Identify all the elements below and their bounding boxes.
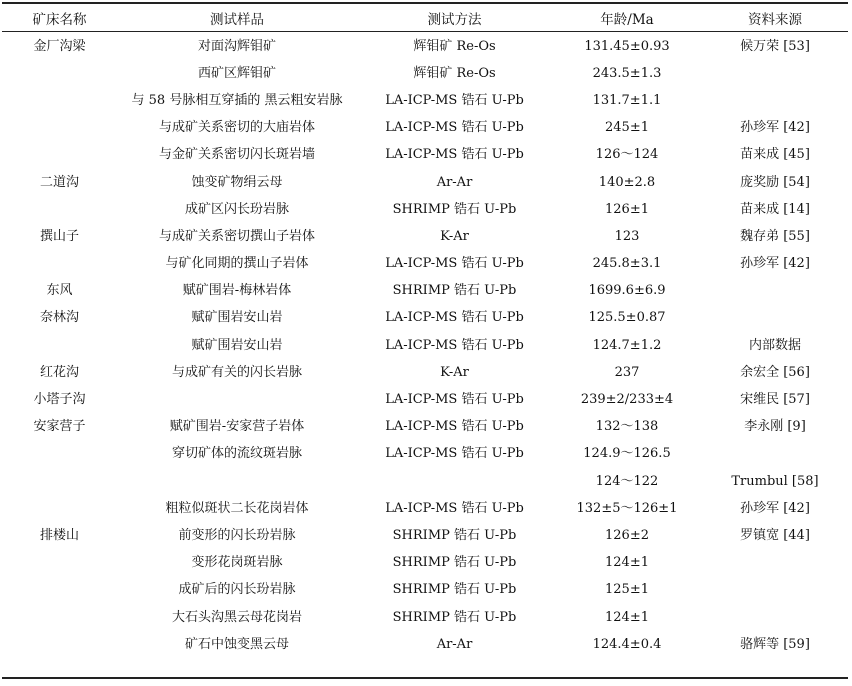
cell-sample: 与 58 号脉相互穿插的 黑云粗安岩脉 <box>131 93 343 109</box>
table-row <box>2 359 848 386</box>
table-row <box>2 414 848 441</box>
cell-sample: 粗粒似斑状二长花岗岩体 <box>165 500 309 516</box>
cell-source <box>702 60 848 87</box>
table-row <box>2 441 848 468</box>
cell-age: 131.7±1.1 <box>592 92 662 108</box>
cell-source: 苗来成 [14] <box>740 201 810 217</box>
header-source: 资料来源 <box>748 11 802 28</box>
table-header <box>2 4 848 31</box>
cell-age: 245.8±3.1 <box>592 256 662 272</box>
header-age: 年龄/Ma <box>600 11 654 28</box>
cell-age: 123 <box>614 228 640 244</box>
cell-sample <box>117 386 357 413</box>
cell-age: 126±2 <box>605 527 649 543</box>
cell-deposit: 安家营子 <box>33 419 86 435</box>
cell-age: 140±2.8 <box>598 174 656 190</box>
cell-sample: 蚀变矿物绢云母 <box>191 174 283 190</box>
cell-method: LA-ICP-MS 锆石 U-Pb <box>385 147 524 163</box>
cell-age: 132～138 <box>595 419 659 435</box>
table-row <box>2 495 848 522</box>
table-row <box>2 251 848 278</box>
cell-age: 245±1 <box>605 120 649 136</box>
cell-method: LA-ICP-MS 锆石 U-Pb <box>385 256 524 272</box>
cell-method: LA-ICP-MS 锆石 U-Pb <box>385 337 524 353</box>
cell-age: 124±1 <box>605 555 649 571</box>
cell-sample: 与矿化同期的撰山子岩体 <box>165 256 309 272</box>
cell-source: 庞奖励 [54] <box>740 174 810 190</box>
cell-source: 罗镇宽 [44] <box>740 527 810 543</box>
cell-source <box>702 305 848 332</box>
bottom-rule <box>2 677 848 679</box>
cell-sample: 成矿区闪长玢岩脉 <box>184 201 289 217</box>
header-row <box>2 4 848 31</box>
table-row <box>2 60 848 87</box>
cell-source: 内部数据 <box>748 337 801 353</box>
cell-deposit <box>2 604 117 631</box>
data-table <box>2 4 848 658</box>
cell-sample: 与金矿关系密切闪长斑岩墙 <box>158 147 315 163</box>
table-row <box>2 604 848 631</box>
cell-method: Ar-Ar <box>436 636 473 652</box>
table-row <box>2 115 848 142</box>
cell-method: LA-ICP-MS 锆石 U-Pb <box>385 446 524 462</box>
cell-method: Ar-Ar <box>436 174 473 190</box>
cell-sample: 大石头沟黑云母花岗岩 <box>171 609 302 625</box>
header-deposit: 矿床名称 <box>32 11 87 28</box>
table-row <box>2 31 848 60</box>
cell-deposit: 小塔子沟 <box>33 392 86 408</box>
cell-source <box>702 604 848 631</box>
cell-method: SHRIMP 锆石 U-Pb <box>392 582 517 598</box>
cell-method: SHRIMP 锆石 U-Pb <box>392 609 517 625</box>
header-method: 测试方法 <box>427 11 482 28</box>
table-row <box>2 386 848 413</box>
cell-deposit <box>2 631 117 658</box>
cell-age: 237 <box>614 364 640 380</box>
cell-source <box>702 577 848 604</box>
cell-deposit <box>2 468 117 495</box>
cell-source: 李永刚 [9] <box>744 419 806 435</box>
cell-age: 126～124 <box>595 147 659 163</box>
cell-age: 125.5±0.87 <box>588 310 666 326</box>
table-row <box>2 278 848 305</box>
cell-sample: 赋矿围岩安山岩 <box>191 310 283 326</box>
cell-deposit: 奈林沟 <box>39 310 79 326</box>
header-sample: 测试样品 <box>210 11 264 28</box>
cell-source: 宋维民 [57] <box>740 392 810 408</box>
table-row <box>2 142 848 169</box>
cell-sample: 矿石中蚀变黑云母 <box>184 636 289 652</box>
cell-deposit <box>2 142 117 169</box>
cell-deposit: 金厂沟梁 <box>33 38 86 54</box>
cell-age: 1699.6±6.9 <box>588 283 666 299</box>
cell-method: K-Ar <box>440 228 469 244</box>
cell-method <box>357 468 552 495</box>
cell-deposit <box>2 495 117 522</box>
table-row <box>2 468 848 495</box>
cell-sample: 变形花岗斑岩脉 <box>191 555 283 571</box>
cell-method: LA-ICP-MS 锆石 U-Pb <box>385 310 524 326</box>
cell-age: 126±1 <box>605 201 649 217</box>
cell-source: 骆辉等 [59] <box>740 636 810 652</box>
cell-sample: 赋矿围岩安山岩 <box>191 337 283 353</box>
cell-sample: 穿切矿体的流纹斑岩脉 <box>171 446 302 462</box>
table-row <box>2 169 848 196</box>
cell-sample: 赋矿围岩-梅林岩体 <box>182 283 292 299</box>
cell-source: 孙珍军 [42] <box>740 256 810 272</box>
cell-age: 124.4±0.4 <box>592 636 662 652</box>
table-row <box>2 305 848 332</box>
cell-age: 132±5～126±1 <box>576 500 678 516</box>
table-row <box>2 550 848 577</box>
cell-age: 239±2/233±4 <box>580 392 674 408</box>
table-row <box>2 223 848 250</box>
cell-method: SHRIMP 锆石 U-Pb <box>392 201 517 217</box>
cell-method: SHRIMP 锆石 U-Pb <box>392 555 517 571</box>
cell-sample <box>117 468 357 495</box>
cell-source: 魏存弟 [55] <box>740 228 810 244</box>
cell-source <box>702 87 848 114</box>
cell-sample: 成矿后的闪长玢岩脉 <box>178 582 296 598</box>
cell-sample: 前变形的闪长玢岩脉 <box>178 527 296 543</box>
cell-age: 124～122 <box>595 473 659 489</box>
table-row <box>2 196 848 223</box>
cell-deposit: 东风 <box>46 283 73 299</box>
cell-deposit <box>2 332 117 359</box>
cell-source <box>702 441 848 468</box>
cell-deposit <box>2 87 117 114</box>
cell-deposit: 排楼山 <box>39 527 79 543</box>
cell-method: K-Ar <box>440 364 469 380</box>
cell-method: SHRIMP 锆石 U-Pb <box>392 527 517 543</box>
cell-method: LA-ICP-MS 锆石 U-Pb <box>385 120 524 136</box>
cell-age: 243.5±1.3 <box>592 65 662 81</box>
cell-age: 124±1 <box>605 609 649 625</box>
cell-method: LA-ICP-MS 锆石 U-Pb <box>385 500 524 516</box>
cell-deposit <box>2 550 117 577</box>
cell-age: 124.9～126.5 <box>583 446 671 462</box>
table-row <box>2 332 848 359</box>
cell-deposit <box>2 60 117 87</box>
cell-age: 124.7±1.2 <box>592 337 662 353</box>
cell-sample: 与成矿关系密切的大庙岩体 <box>158 120 315 136</box>
cell-method: 辉钼矿 Re-Os <box>413 65 496 81</box>
cell-method: LA-ICP-MS 锆石 U-Pb <box>385 419 524 435</box>
cell-source: 候万荣 [53] <box>740 38 810 54</box>
table-row <box>2 87 848 114</box>
cell-sample: 西矿区辉钼矿 <box>197 65 276 81</box>
table-row <box>2 522 848 549</box>
cell-deposit: 撰山子 <box>39 228 79 244</box>
cell-source <box>702 550 848 577</box>
table-row <box>2 577 848 604</box>
cell-age: 125±1 <box>605 582 649 598</box>
cell-method: LA-ICP-MS 锆石 U-Pb <box>385 92 524 108</box>
cell-method: 辉钼矿 Re-Os <box>413 38 496 54</box>
cell-deposit <box>2 196 117 223</box>
cell-sample: 与成矿有关的闪长岩脉 <box>171 364 302 380</box>
cell-source: 余宏全 [56] <box>740 364 810 380</box>
cell-source: 孙珍军 [42] <box>740 500 810 516</box>
table-row <box>2 631 848 658</box>
table-body <box>2 31 848 658</box>
cell-method: LA-ICP-MS 锆石 U-Pb <box>385 392 524 408</box>
cell-sample: 对面沟辉钼矿 <box>197 38 276 54</box>
cell-source: 孙珍军 [42] <box>740 120 810 136</box>
cell-deposit <box>2 251 117 278</box>
cell-deposit <box>2 577 117 604</box>
cell-source <box>702 278 848 305</box>
cell-deposit: 红花沟 <box>39 364 79 380</box>
cell-deposit <box>2 115 117 142</box>
cell-source: 苗来成 [45] <box>740 147 810 163</box>
cell-deposit <box>2 441 117 468</box>
cell-age: 131.45±0.93 <box>584 38 670 54</box>
cell-method: SHRIMP 锆石 U-Pb <box>392 283 517 299</box>
cell-deposit: 二道沟 <box>39 174 79 190</box>
cell-sample: 与成矿关系密切撰山子岩体 <box>158 228 315 244</box>
cell-sample: 赋矿围岩-安家营子岩体 <box>169 419 305 435</box>
cell-source: Trumbul [58] <box>731 473 819 489</box>
